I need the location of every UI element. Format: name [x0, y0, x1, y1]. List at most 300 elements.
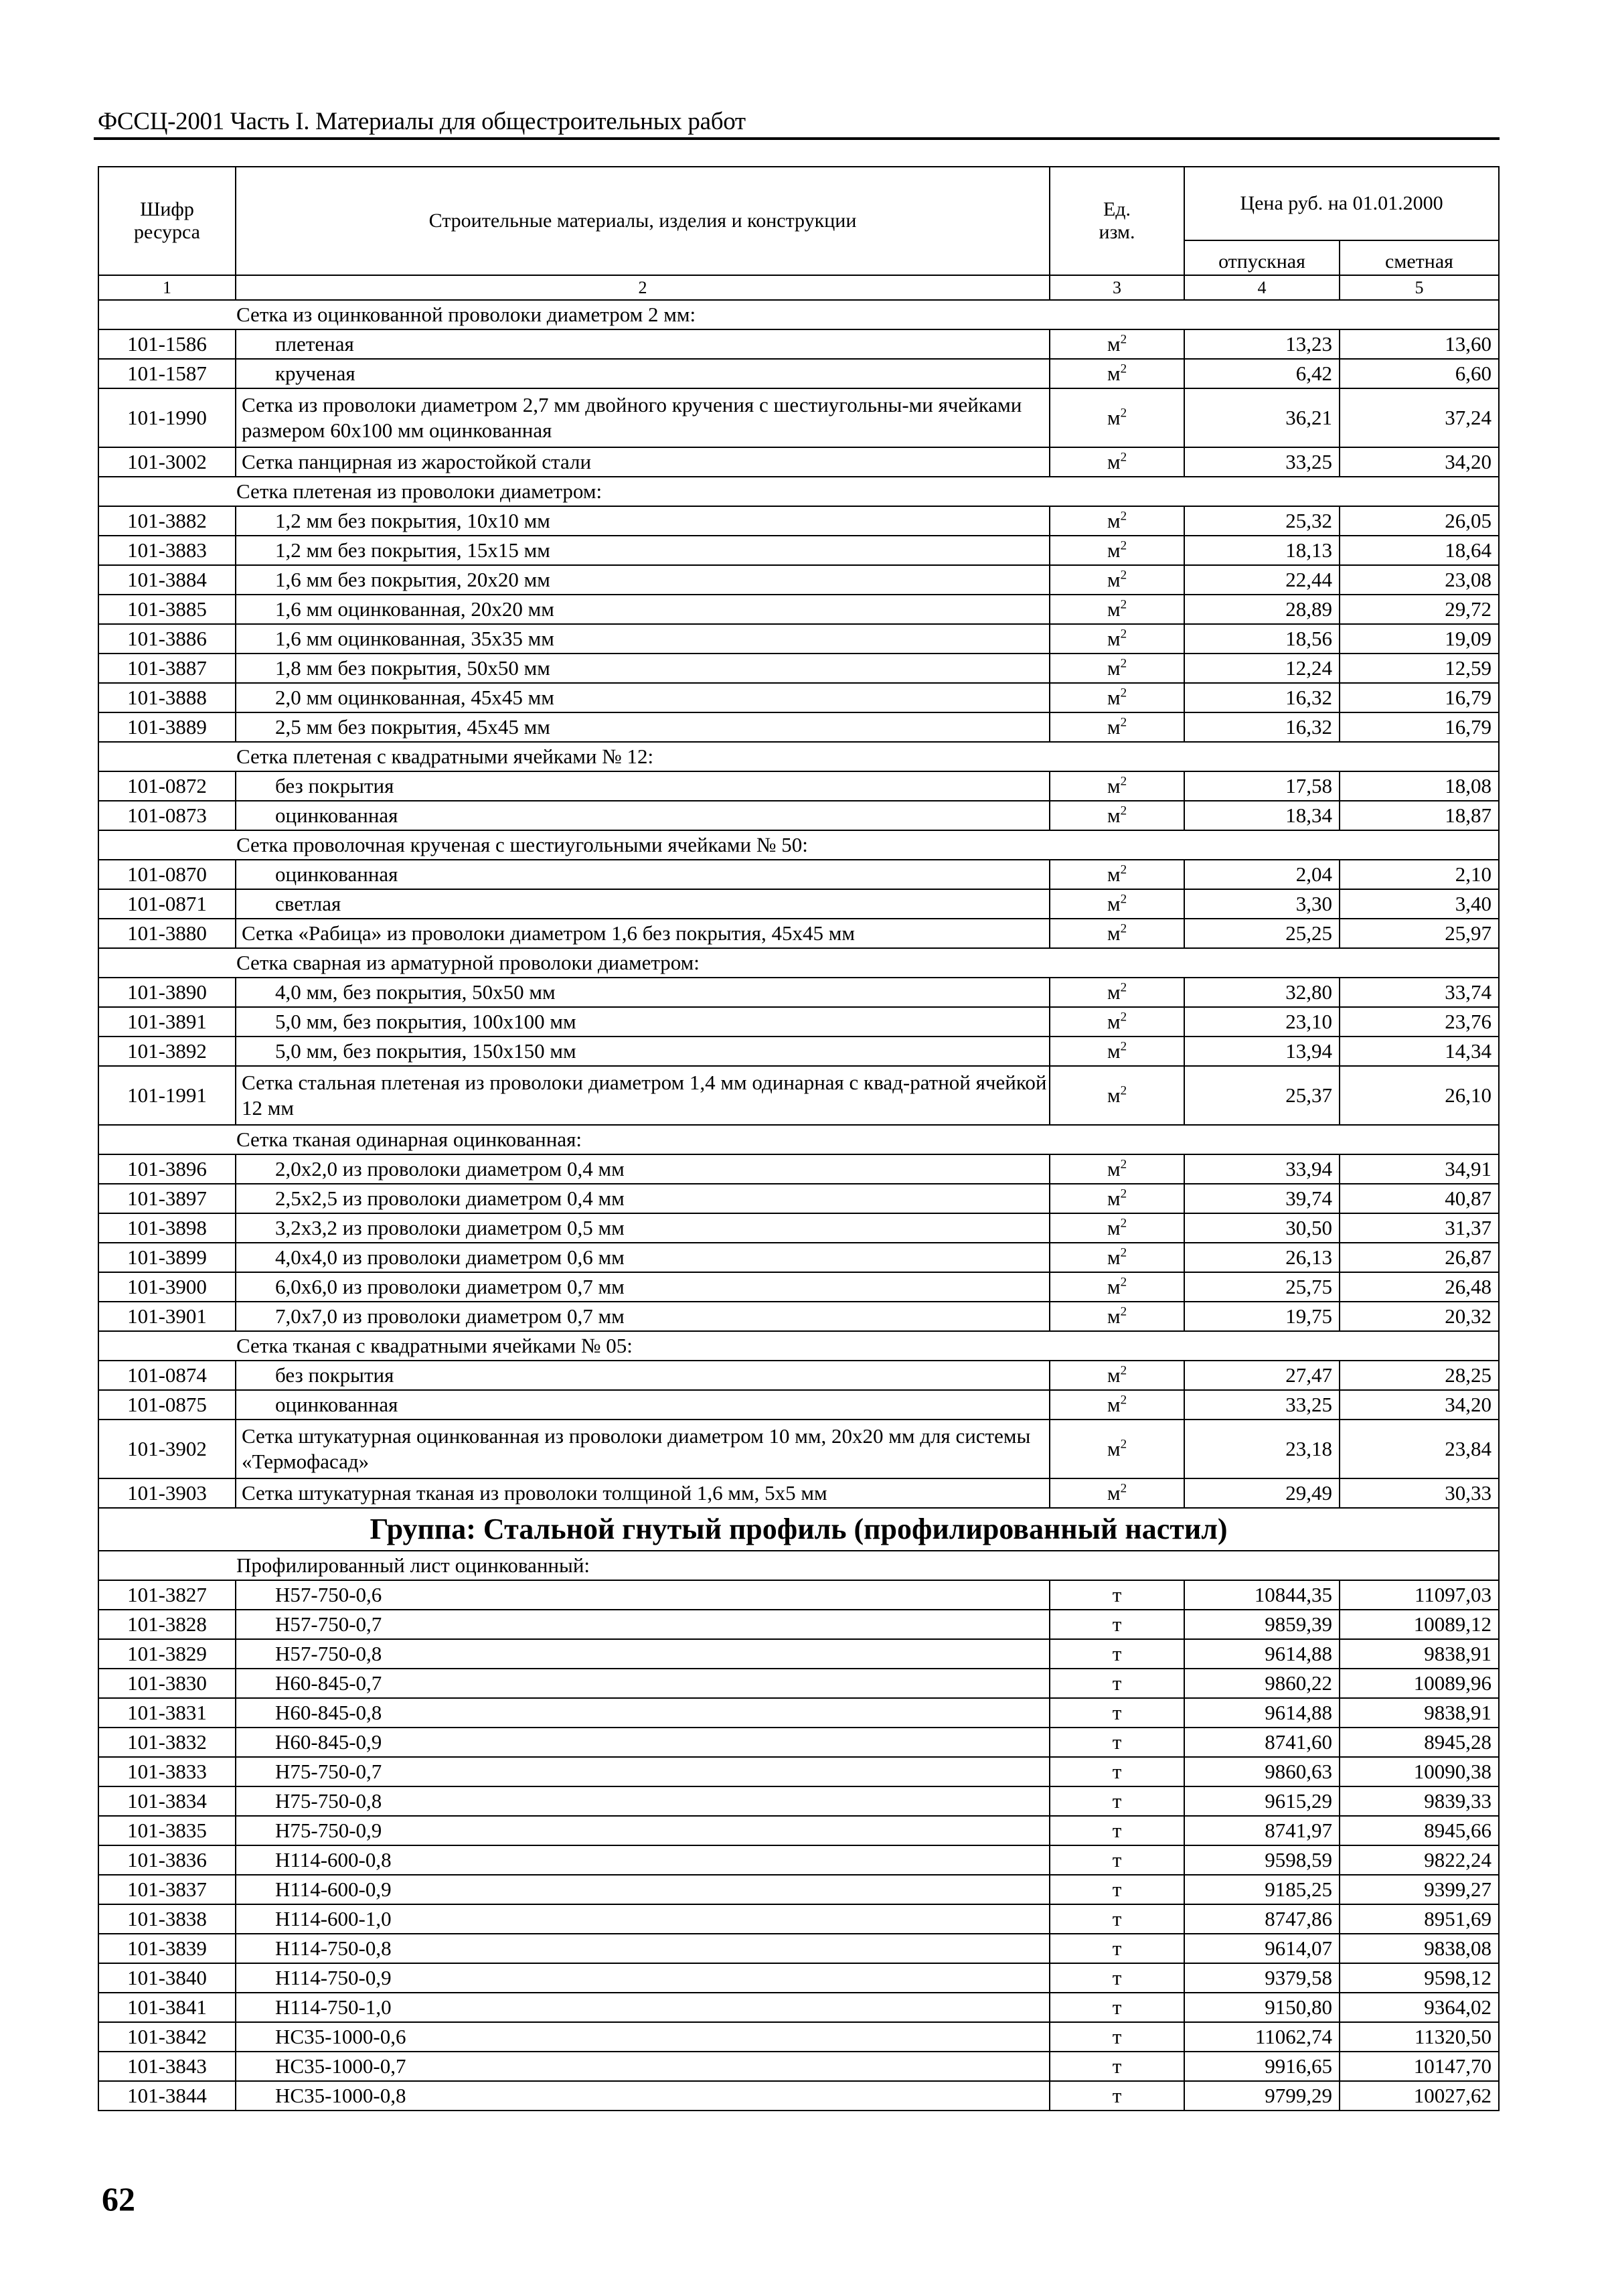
unit: [1050, 2052, 1184, 2081]
price-estimate: 9822,24: [1340, 1845, 1499, 1875]
price-table: [98, 166, 1500, 2111]
price-estimate: 37,24: [1340, 388, 1499, 447]
unit: [1050, 1478, 1184, 1508]
table-row: [98, 1184, 1499, 1213]
unit-text: м: [1107, 892, 1121, 915]
unit-exponent: 2: [1120, 1216, 1127, 1231]
unit-text: м: [1107, 1393, 1121, 1416]
unit-text: т: [1112, 1966, 1122, 1989]
unit: [1050, 1066, 1184, 1125]
unit: [1050, 1420, 1184, 1478]
table-row: [98, 1580, 1499, 1610]
price-release: 33,25: [1184, 1390, 1340, 1420]
unit-exponent: 2: [1120, 332, 1127, 347]
price-estimate: 8945,28: [1340, 1728, 1499, 1757]
unit: [1050, 2081, 1184, 2111]
table-row: [98, 1934, 1499, 1963]
price-estimate: 11320,50: [1340, 2022, 1499, 2052]
unit: [1050, 1243, 1184, 1272]
page-number: 62: [102, 2180, 135, 2218]
unit-text: м: [1107, 627, 1121, 650]
resource-code: 101-3842: [98, 2022, 236, 2052]
price-estimate: 26,48: [1340, 1272, 1499, 1302]
unit: [1050, 1669, 1184, 1698]
resource-code: 101-3833: [98, 1757, 236, 1786]
material-name: Н57-750-0,8: [236, 1639, 1050, 1669]
table-row: [98, 1007, 1499, 1037]
unit-text: м: [1107, 1216, 1121, 1239]
unit: [1050, 1580, 1184, 1610]
unit-exponent: 2: [1120, 627, 1127, 641]
material-name: 2,0х2,0 из проволоки диаметром 0,4 мм: [236, 1154, 1050, 1184]
unit: [1050, 1639, 1184, 1669]
table-row: [98, 1213, 1499, 1243]
unit: [1050, 1302, 1184, 1331]
material-name: 1,6 мм без покрытия, 20х20 мм: [236, 565, 1050, 595]
unit-exponent: 2: [1120, 597, 1127, 612]
header-price-release: отпускная: [1184, 240, 1340, 275]
material-name: 2,5х2,5 из проволоки диаметром 0,4 мм: [236, 1184, 1050, 1213]
price-estimate: 14,34: [1340, 1037, 1499, 1066]
price-release: 9614,88: [1184, 1639, 1340, 1669]
table-body: [98, 300, 1499, 2111]
unit: [1050, 1786, 1184, 1816]
table-row: [98, 1669, 1499, 1698]
material-name: без покрытия: [236, 1361, 1050, 1390]
material-name: 1,2 мм без покрытия, 15х15 мм: [236, 536, 1050, 565]
price-release: 39,74: [1184, 1184, 1340, 1213]
price-release: 9860,63: [1184, 1757, 1340, 1786]
column-number-row: [98, 275, 1499, 300]
unit-text: м: [1107, 921, 1121, 945]
unit-text: м: [1107, 509, 1121, 532]
price-release: 18,34: [1184, 801, 1340, 830]
price-estimate: 28,25: [1340, 1361, 1499, 1390]
material-name: Н60-845-0,8: [236, 1698, 1050, 1728]
unit: [1050, 565, 1184, 595]
header-unit: Ед. изм.: [1050, 167, 1184, 275]
table-row: [98, 329, 1499, 359]
table-row: [98, 447, 1499, 477]
price-estimate: 23,76: [1340, 1007, 1499, 1037]
table-row: [98, 2081, 1499, 2111]
price-release: 6,42: [1184, 359, 1340, 388]
resource-code: 101-3896: [98, 1154, 236, 1184]
unit: [1050, 1272, 1184, 1302]
unit-exponent: 2: [1120, 1010, 1127, 1024]
price-estimate: 20,32: [1340, 1302, 1499, 1331]
material-name: Н114-600-0,8: [236, 1845, 1050, 1875]
unit-exponent: 2: [1120, 1393, 1127, 1407]
price-estimate: 23,08: [1340, 565, 1499, 595]
price-release: 12,24: [1184, 654, 1340, 683]
price-estimate: 26,87: [1340, 1243, 1499, 1272]
table-row: [98, 1037, 1499, 1066]
resource-code: 101-3838: [98, 1904, 236, 1934]
material-name: 5,0 мм, без покрытия, 150х150 мм: [236, 1037, 1050, 1066]
price-release: 29,49: [1184, 1478, 1340, 1508]
unit-text: т: [1112, 1907, 1122, 1930]
price-estimate: 9399,27: [1340, 1875, 1499, 1904]
group-heading: Группа: Стальной гнутый профиль (профилированный настил): [98, 1508, 1499, 1551]
resource-code: 101-3899: [98, 1243, 236, 1272]
unit-text: м: [1107, 1187, 1121, 1210]
table-row: [98, 683, 1499, 712]
resource-code: 101-3900: [98, 1272, 236, 1302]
unit: [1050, 978, 1184, 1007]
section-heading-row: [98, 1331, 1499, 1361]
price-release: 9614,88: [1184, 1698, 1340, 1728]
price-release: 13,23: [1184, 329, 1340, 359]
unit-text: т: [1112, 1789, 1122, 1813]
unit-exponent: 2: [1120, 921, 1127, 936]
table-row: [98, 919, 1499, 948]
material-name: крученая: [236, 359, 1050, 388]
resource-code: 101-0874: [98, 1361, 236, 1390]
price-estimate: 25,97: [1340, 919, 1499, 948]
resource-code: 101-0871: [98, 889, 236, 919]
material-name: Н114-750-0,9: [236, 1963, 1050, 1993]
unit: [1050, 359, 1184, 388]
unit-exponent: 2: [1120, 1275, 1127, 1290]
price-estimate: 10089,12: [1340, 1610, 1499, 1639]
resource-code: 101-3892: [98, 1037, 236, 1066]
material-name: Н114-750-1,0: [236, 1993, 1050, 2022]
unit-exponent: 2: [1120, 1304, 1127, 1319]
price-release: 19,75: [1184, 1302, 1340, 1331]
column-number: 4: [1184, 275, 1340, 300]
unit-text: м: [1107, 774, 1121, 797]
price-release: 28,89: [1184, 595, 1340, 624]
unit: [1050, 1816, 1184, 1845]
resource-code: 101-3883: [98, 536, 236, 565]
resource-code: 101-3839: [98, 1934, 236, 1963]
table-row: [98, 771, 1499, 801]
unit: [1050, 1934, 1184, 1963]
material-name: Н75-750-0,8: [236, 1786, 1050, 1816]
unit-text: м: [1107, 1039, 1121, 1063]
price-estimate: 16,79: [1340, 712, 1499, 742]
resource-code: 101-3890: [98, 978, 236, 1007]
unit-text: м: [1107, 1275, 1121, 1298]
material-name: 6,0х6,0 из проволоки диаметром 0,7 мм: [236, 1272, 1050, 1302]
material-name: НС35-1000-0,7: [236, 2052, 1050, 2081]
unit-text: т: [1112, 1760, 1122, 1783]
unit-exponent: 2: [1120, 1245, 1127, 1260]
table-row: [98, 1610, 1499, 1639]
table-row: [98, 712, 1499, 742]
unit: [1050, 1390, 1184, 1420]
material-name: оцинкованная: [236, 801, 1050, 830]
price-release: 22,44: [1184, 565, 1340, 595]
material-name: Н114-600-1,0: [236, 1904, 1050, 1934]
unit-text: м: [1107, 862, 1121, 886]
unit-exponent: 2: [1120, 803, 1127, 818]
price-release: 18,13: [1184, 536, 1340, 565]
unit-text: т: [1112, 1671, 1122, 1695]
price-estimate: 34,91: [1340, 1154, 1499, 1184]
price-release: 32,80: [1184, 978, 1340, 1007]
unit-exponent: 2: [1120, 980, 1127, 995]
section-heading: Сетка тканая одинарная оцинкованная:: [98, 1125, 1499, 1154]
unit-text: м: [1107, 1010, 1121, 1033]
table-row: [98, 1390, 1499, 1420]
price-estimate: 8945,66: [1340, 1816, 1499, 1845]
resource-code: 101-3834: [98, 1786, 236, 1816]
table-row: [98, 1302, 1499, 1331]
table-row: [98, 1639, 1499, 1669]
unit-text: м: [1107, 538, 1121, 562]
table-row: [98, 1154, 1499, 1184]
unit: [1050, 624, 1184, 654]
material-name: 1,2 мм без покрытия, 10х10 мм: [236, 506, 1050, 536]
resource-code: 101-3891: [98, 1007, 236, 1037]
unit-text: т: [1112, 1848, 1122, 1871]
header-name: Строительные материалы, изделия и конструкции: [236, 167, 1050, 275]
section-heading-row: [98, 742, 1499, 771]
table-row: [98, 889, 1499, 919]
price-release: 11062,74: [1184, 2022, 1340, 2052]
price-estimate: 34,20: [1340, 1390, 1499, 1420]
unit-exponent: 2: [1120, 774, 1127, 789]
material-name: 3,2х3,2 из проволоки диаметром 0,5 мм: [236, 1213, 1050, 1243]
section-heading: Сетка тканая с квадратными ячейками № 05:: [98, 1331, 1499, 1361]
price-release: 17,58: [1184, 771, 1340, 801]
unit-text: м: [1107, 362, 1121, 385]
header-code: Шифр ресурса: [98, 167, 236, 275]
unit-text: м: [1107, 1083, 1121, 1107]
resource-code: 101-3844: [98, 2081, 236, 2111]
resource-code: 101-0872: [98, 771, 236, 801]
column-number: 3: [1050, 275, 1184, 300]
table-row: [98, 595, 1499, 624]
resource-code: 101-3884: [98, 565, 236, 595]
price-estimate: 13,60: [1340, 329, 1499, 359]
price-release: 8741,97: [1184, 1816, 1340, 1845]
table-row: [98, 1478, 1499, 1508]
resource-code: 101-3841: [98, 1993, 236, 2022]
price-estimate: 29,72: [1340, 595, 1499, 624]
price-estimate: 12,59: [1340, 654, 1499, 683]
unit: [1050, 801, 1184, 830]
unit-text: м: [1107, 980, 1121, 1004]
section-heading-row: [98, 1551, 1499, 1580]
price-estimate: 6,60: [1340, 359, 1499, 388]
unit: [1050, 1904, 1184, 1934]
unit-text: м: [1107, 803, 1121, 827]
unit-text: т: [1112, 1936, 1122, 1960]
unit: [1050, 919, 1184, 948]
price-release: 25,75: [1184, 1272, 1340, 1302]
table-row: [98, 1786, 1499, 1816]
price-release: 9598,59: [1184, 1845, 1340, 1875]
unit-exponent: 2: [1120, 1039, 1127, 1054]
unit-text: т: [1112, 1701, 1122, 1724]
resource-code: 101-3829: [98, 1639, 236, 1669]
unit: [1050, 1213, 1184, 1243]
section-heading: Сетка сварная из арматурной проволоки диаметром:: [98, 948, 1499, 978]
resource-code: 101-3830: [98, 1669, 236, 1698]
table-row: [98, 1757, 1499, 1786]
resource-code: 101-3828: [98, 1610, 236, 1639]
unit: [1050, 1698, 1184, 1728]
unit: [1050, 388, 1184, 447]
unit: [1050, 712, 1184, 742]
column-number: 1: [98, 275, 236, 300]
section-heading-row: [98, 300, 1499, 329]
unit-text: м: [1107, 1157, 1121, 1180]
section-heading-row: [98, 948, 1499, 978]
resource-code: 101-3888: [98, 683, 236, 712]
unit-text: м: [1107, 1245, 1121, 1269]
unit: [1050, 654, 1184, 683]
unit-text: м: [1107, 1363, 1121, 1387]
price-release: 8747,86: [1184, 1904, 1340, 1934]
price-estimate: 9839,33: [1340, 1786, 1499, 1816]
resource-code: 101-0870: [98, 860, 236, 889]
unit: [1050, 1361, 1184, 1390]
resource-code: 101-3832: [98, 1728, 236, 1757]
material-name: НС35-1000-0,8: [236, 2081, 1050, 2111]
unit-exponent: 2: [1120, 1157, 1127, 1172]
table-row: [98, 565, 1499, 595]
resource-code: 101-3902: [98, 1420, 236, 1478]
unit-exponent: 2: [1120, 1481, 1127, 1496]
price-release: 30,50: [1184, 1213, 1340, 1243]
column-number: 2: [236, 275, 1050, 300]
unit-text: м: [1107, 597, 1121, 621]
price-estimate: 10090,38: [1340, 1757, 1499, 1786]
resource-code: 101-1991: [98, 1066, 236, 1125]
resource-code: 101-1990: [98, 388, 236, 447]
price-release: 18,56: [1184, 624, 1340, 654]
table-row: [98, 1845, 1499, 1875]
material-name: 5,0 мм, без покрытия, 100х100 мм: [236, 1007, 1050, 1037]
material-name: 1,8 мм без покрытия, 50х50 мм: [236, 654, 1050, 683]
price-release: 26,13: [1184, 1243, 1340, 1272]
unit-text: м: [1107, 1481, 1121, 1505]
table-row: [98, 1904, 1499, 1934]
unit: [1050, 506, 1184, 536]
price-estimate: 9364,02: [1340, 1993, 1499, 2022]
table-row: [98, 506, 1499, 536]
table-row: [98, 654, 1499, 683]
resource-code: 101-0873: [98, 801, 236, 830]
price-release: 9916,65: [1184, 2052, 1340, 2081]
group-heading-row: [98, 1508, 1499, 1551]
unit: [1050, 447, 1184, 477]
unit: [1050, 1007, 1184, 1037]
unit-text: т: [1112, 1642, 1122, 1665]
resource-code: 101-1586: [98, 329, 236, 359]
material-name: Сетка «Рабица» из проволоки диаметром 1,6 без покрытия, 45х45 мм: [236, 919, 1050, 948]
price-release: 33,94: [1184, 1154, 1340, 1184]
material-name: Сетка штукатурная оцинкованная из проволоки диаметром 10 мм, 20х20 мм для системы «Термофасад»: [236, 1420, 1050, 1478]
column-number: 5: [1340, 275, 1499, 300]
price-release: 16,32: [1184, 683, 1340, 712]
unit: [1050, 1154, 1184, 1184]
unit-text: м: [1107, 686, 1121, 709]
price-estimate: 10147,70: [1340, 2052, 1499, 2081]
table-row: [98, 1361, 1499, 1390]
header-price-estimate: сметная: [1340, 240, 1499, 275]
material-name: 1,6 мм оцинкованная, 35х35 мм: [236, 624, 1050, 654]
resource-code: 101-3903: [98, 1478, 236, 1508]
unit-text: м: [1107, 406, 1121, 429]
price-release: 9150,80: [1184, 1993, 1340, 2022]
section-heading-row: [98, 830, 1499, 860]
price-release: 27,47: [1184, 1361, 1340, 1390]
material-name: 4,0 мм, без покрытия, 50х50 мм: [236, 978, 1050, 1007]
material-name: Н57-750-0,7: [236, 1610, 1050, 1639]
table-row: [98, 536, 1499, 565]
unit-text: т: [1112, 1583, 1122, 1606]
table-row: [98, 2052, 1499, 2081]
material-name: Сетка панцирная из жаростойкой стали: [236, 447, 1050, 477]
unit-text: т: [1112, 1730, 1122, 1754]
unit-text: т: [1112, 1995, 1122, 2019]
resource-code: 101-3898: [98, 1213, 236, 1243]
unit: [1050, 860, 1184, 889]
table-row: [98, 1963, 1499, 1993]
unit-exponent: 2: [1120, 568, 1127, 583]
unit-exponent: 2: [1120, 715, 1127, 730]
material-name: Н114-750-0,8: [236, 1934, 1050, 1963]
material-name: 7,0х7,0 из проволоки диаметром 0,7 мм: [236, 1302, 1050, 1331]
unit-exponent: 2: [1120, 1363, 1127, 1378]
material-name: Сетка стальная плетеная из проволоки диаметром 1,4 мм одинарная с квад-ратной ячейкой 12 мм: [236, 1066, 1050, 1125]
table-row: [98, 1816, 1499, 1845]
section-heading: Сетка плетеная с квадратными ячейками № 12:: [98, 742, 1499, 771]
price-estimate: 3,40: [1340, 889, 1499, 919]
unit-exponent: 2: [1120, 1187, 1127, 1201]
price-release: 9859,39: [1184, 1610, 1340, 1639]
table-row: [98, 860, 1499, 889]
unit: [1050, 1728, 1184, 1757]
resource-code: 101-3840: [98, 1963, 236, 1993]
price-estimate: 26,05: [1340, 506, 1499, 536]
section-heading-row: [98, 1125, 1499, 1154]
section-heading-row: [98, 477, 1499, 506]
price-estimate: 18,87: [1340, 801, 1499, 830]
price-estimate: 23,84: [1340, 1420, 1499, 1478]
table-row: [98, 1993, 1499, 2022]
unit-text: т: [1112, 1819, 1122, 1842]
price-estimate: 31,37: [1340, 1213, 1499, 1243]
unit: [1050, 771, 1184, 801]
price-release: 33,25: [1184, 447, 1340, 477]
price-estimate: 9838,91: [1340, 1639, 1499, 1669]
table-row: [98, 2022, 1499, 2052]
table-row: [98, 1728, 1499, 1757]
unit-exponent: 2: [1120, 892, 1127, 907]
material-name: 1,6 мм оцинкованная, 20х20 мм: [236, 595, 1050, 624]
material-name: без покрытия: [236, 771, 1050, 801]
unit: [1050, 1610, 1184, 1639]
resource-code: 101-0875: [98, 1390, 236, 1420]
unit: [1050, 595, 1184, 624]
material-name: светлая: [236, 889, 1050, 919]
price-release: 3,30: [1184, 889, 1340, 919]
table-row: [98, 1420, 1499, 1478]
table-row: [98, 1243, 1499, 1272]
unit-exponent: 2: [1120, 1437, 1127, 1452]
unit-exponent: 2: [1120, 656, 1127, 671]
price-release: 25,37: [1184, 1066, 1340, 1125]
unit: [1050, 1037, 1184, 1066]
price-estimate: 30,33: [1340, 1478, 1499, 1508]
price-release: 9860,22: [1184, 1669, 1340, 1698]
